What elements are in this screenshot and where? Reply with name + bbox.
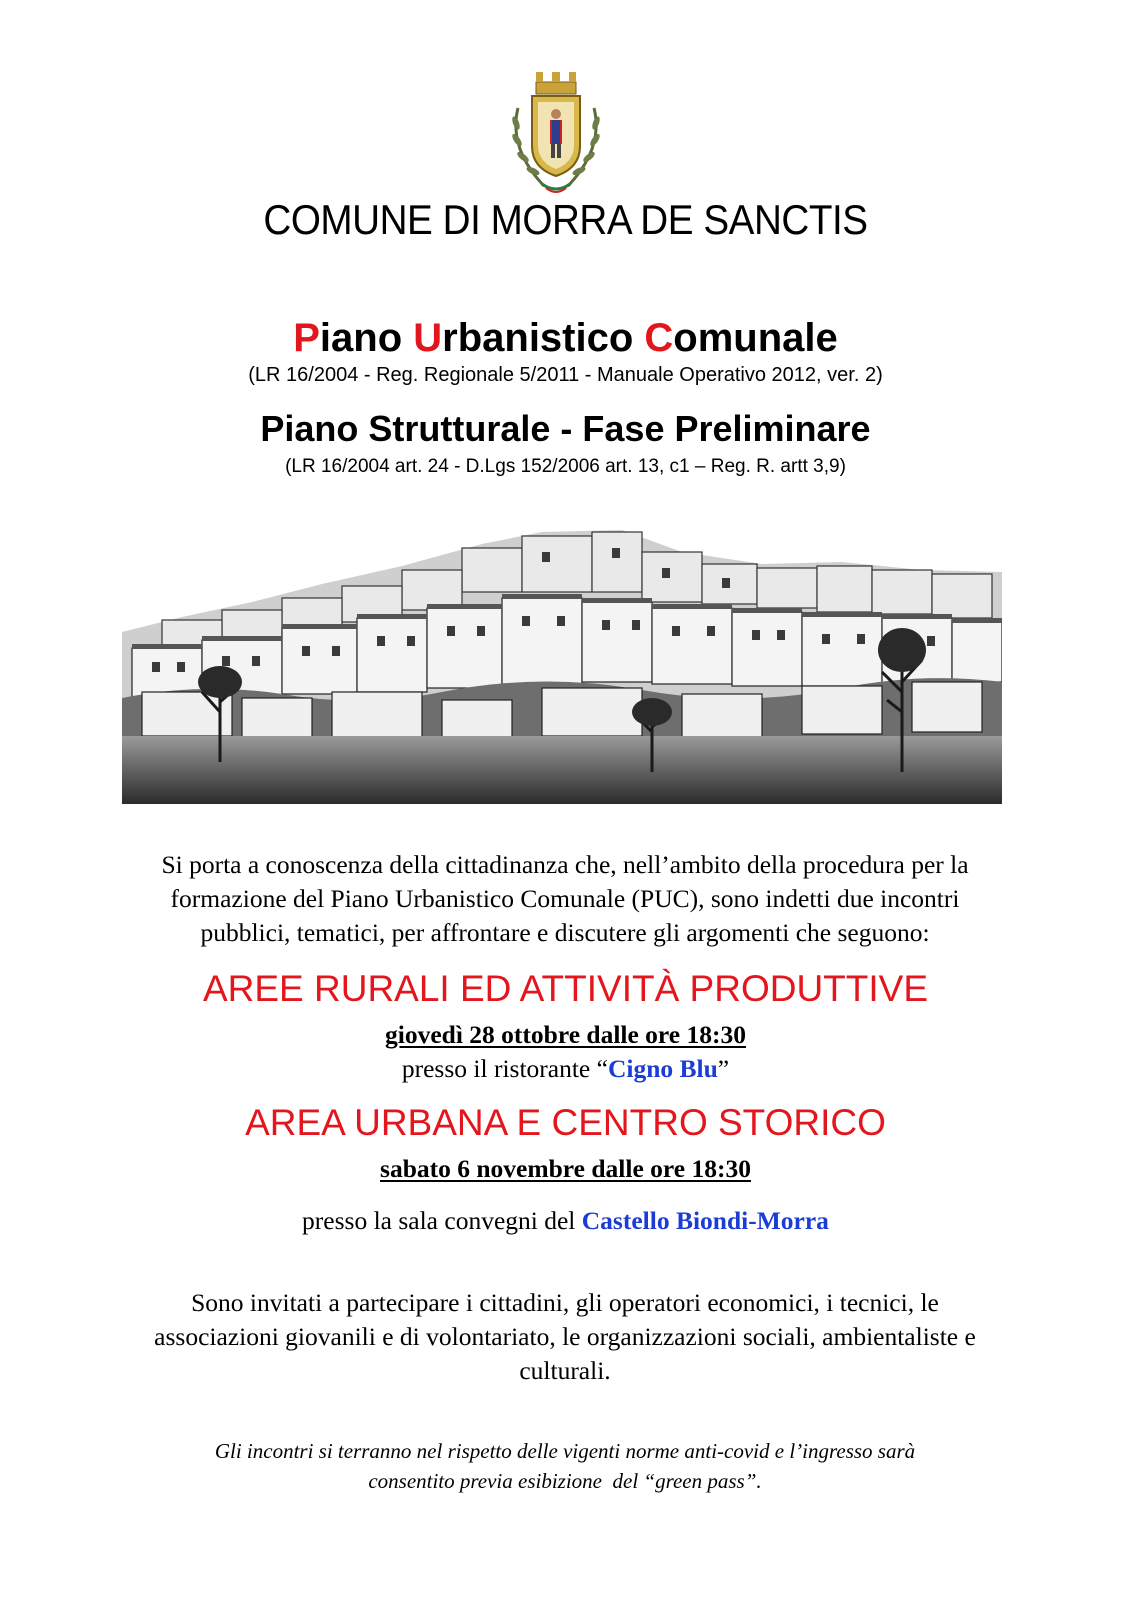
event-2-venue-name: Castello Biondi-Morra	[581, 1206, 829, 1235]
phase-legal-reference: (LR 16/2004 art. 24 - D.Lgs 152/2006 art. 13, c1 – Reg. R. artt 3,9)	[285, 456, 846, 477]
plan-title-word-2: rbanistico	[442, 316, 645, 360]
covid-note	[90, 1436, 1040, 1496]
event-1-venue-name: Cigno Blu	[607, 1054, 718, 1083]
event-2-venue-prefix: presso la sala convegni del	[302, 1206, 582, 1235]
event-1-venue	[0, 1054, 1131, 1084]
municipal-crest-logo	[506, 68, 606, 198]
event-1-venue-prefix: presso il ristorante “	[401, 1054, 608, 1083]
municipality-name: COMUNE DI MORRA DE SANCTIS	[263, 196, 868, 243]
event-2-venue	[0, 1206, 1131, 1236]
plan-legal-reference: (LR 16/2004 - Reg. Regionale 5/2011 - Manuale Operativo 2012, ver. 2)	[248, 364, 883, 386]
invite-line: associazioni giovanili e di volontariato, le organizzazioni sociali, ambientaliste e	[154, 1322, 976, 1351]
note-line: Gli incontri si terranno nel rispetto delle vigenti norme anti-covid e l’ingresso sarà	[214, 1439, 916, 1463]
plan-title-word-1: iano	[319, 316, 414, 360]
invite-line: culturali.	[519, 1356, 611, 1385]
intro-paragraph	[80, 848, 1050, 950]
event-1-date: giovedì 28 ottobre dalle ore 18:30	[385, 1020, 746, 1049]
invitation-paragraph	[70, 1286, 1060, 1388]
intro-line: Si porta a conoscenza della cittadinanza che, nell’ambito della procedura per la	[161, 850, 969, 879]
plan-title-initial-u: U	[413, 316, 443, 360]
event-1-venue-suffix: ”	[717, 1054, 730, 1083]
note-line: consentito previa esibizione del “green pass”.	[368, 1469, 762, 1493]
event-1-title: AREE RURALI ED ATTIVITÀ PRODUTTIVE	[202, 968, 929, 1009]
plan-title	[0, 316, 1131, 361]
intro-line: formazione del Piano Urbanistico Comunale (PUC), sono indetti due incontri	[170, 884, 960, 913]
intro-line: pubblici, tematici, per affrontare e discutere gli argomenti che seguono:	[200, 918, 930, 947]
plan-title-initial-p: P	[293, 316, 320, 360]
invite-line: Sono invitati a partecipare i cittadini, gli operatori economici, i tecnici, le	[191, 1288, 939, 1317]
plan-title-initial-c: C	[644, 316, 674, 360]
village-illustration	[122, 522, 1002, 804]
phase-title: Piano Strutturale - Fase Preliminare	[260, 408, 871, 449]
event-2-date: sabato 6 novembre dalle ore 18:30	[380, 1154, 751, 1183]
event-2-title: AREA URBANA E CENTRO STORICO	[245, 1102, 886, 1143]
plan-title-word-3: omunale	[673, 316, 838, 360]
